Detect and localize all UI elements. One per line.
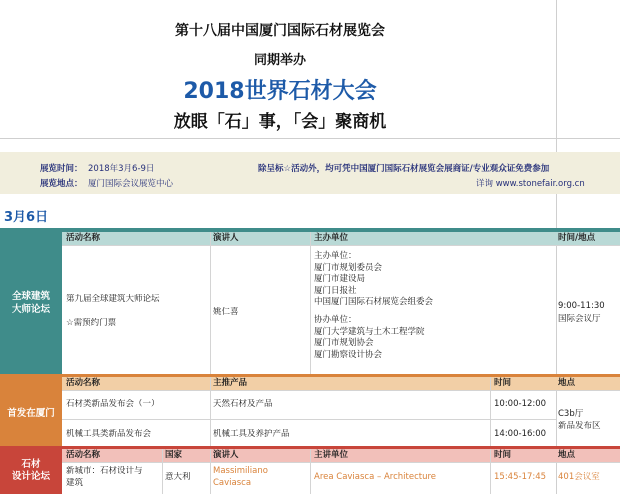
exhibition-place-label: 展览地点：	[40, 179, 83, 189]
section-launch-header-row	[62, 377, 620, 390]
organizer-list	[314, 251, 433, 361]
date-heading: 3月6日	[4, 210, 49, 225]
session-time: 9:00-11:30	[558, 301, 605, 311]
organizer-line: 厦门市建设局	[314, 274, 366, 285]
speaker-name: 姚仁喜	[213, 307, 239, 317]
design-row-org: Area Caviasca – Architecture	[314, 472, 437, 482]
exhibition-time-label: 展览时间：	[40, 164, 83, 174]
organizer-line: 主办单位：	[314, 251, 357, 261]
grid-line	[62, 419, 556, 420]
design-row-time: 15:45-17:45	[494, 472, 547, 482]
organizer-line: 厦门勘察设计协会	[314, 349, 383, 360]
col-speaker: 演讲人	[213, 233, 239, 243]
organizer-line: 厦门日报社	[314, 285, 357, 296]
design-row-speaker-line1: Massimiliano	[213, 466, 268, 476]
ticket-note: ☆需预约门票	[66, 318, 117, 328]
section-architecture-title-line1: 全球建筑	[11, 291, 50, 302]
concurrent-label: 同期举办	[253, 53, 306, 68]
section-launch-title: 首发在厦门	[7, 408, 55, 419]
launch-row-1-product: 天然石材及产品	[213, 399, 273, 409]
grid-line	[310, 449, 311, 494]
design-row-venue: 401会议室	[558, 472, 600, 482]
grid-line	[310, 232, 311, 374]
col-design-venue: 地点	[558, 450, 576, 460]
grid-line	[490, 449, 491, 494]
launch-row-1-time: 10:00-12:00	[494, 399, 547, 409]
launch-row-2-time: 14:00-16:00	[494, 429, 547, 439]
col-design-speaker: 演讲人	[213, 450, 239, 460]
grid-line	[210, 377, 211, 446]
exhibition-title: 第十八届中国厦门国际石材展览会	[175, 23, 385, 39]
activity-name: 第九届全球建筑大师论坛	[66, 294, 160, 304]
design-row-name-line1: 新城市：石材设计与	[66, 466, 143, 476]
col-launch-name: 活动名称	[66, 378, 101, 388]
organizer-line: 厦门大学建筑与土木工程学院	[314, 326, 425, 337]
section-architecture-title	[0, 290, 62, 316]
launch-row-2-product: 机械工具及养护产品	[213, 429, 290, 439]
organizer-line: 厦门市规划委员会	[314, 262, 383, 273]
col-activity-name: 活动名称	[66, 233, 101, 243]
slogan: 放眼「石」事，「会」聚商机	[173, 112, 387, 132]
admission-notice: 除呈标☆活动外，均可凭中国厦门国际石材展览会展商证/专业观众证免费参加	[258, 164, 550, 174]
col-design-country: 国家	[165, 450, 183, 460]
col-launch-time: 时间	[494, 378, 512, 388]
launch-venue-line1: C3b厅	[558, 409, 584, 419]
col-launch-venue: 地点	[558, 378, 576, 388]
conference-title: 2018世界石材大会	[183, 79, 377, 104]
organizer-line: 中国厦门国际石材展览会组委会	[314, 297, 434, 308]
launch-row-1-name: 石材类新品发布会（一）	[66, 399, 160, 409]
grid-line	[62, 462, 620, 463]
organizer-line: 协办单位：	[314, 314, 357, 325]
design-row-country: 意大利	[165, 472, 191, 482]
col-design-org: 主讲单位	[314, 450, 349, 460]
section-design-title-line2: 设计论坛	[11, 471, 50, 482]
col-design-name: 活动名称	[66, 450, 101, 460]
grid-line	[162, 449, 163, 494]
exhibition-place-value: 厦门国际会议展览中心	[88, 179, 174, 189]
session-venue: 国际会议厅	[558, 314, 601, 324]
grid-line	[210, 449, 211, 494]
design-row-speaker-line2: Caviasca	[213, 478, 252, 488]
col-launch-product: 主推产品	[213, 378, 248, 388]
exhibition-time-value: 2018年3月6-9日	[88, 164, 155, 174]
design-row-name-line2: 建筑	[66, 478, 84, 488]
section-architecture-title-line2: 大师论坛	[11, 304, 50, 315]
organizer-line: 厦门市规划协会	[314, 338, 374, 349]
col-design-time: 时间	[494, 450, 512, 460]
col-time-venue: 时间/地点	[558, 233, 596, 243]
grid-line	[490, 377, 491, 446]
grid-line	[62, 390, 620, 391]
section-design-title-line1: 石材	[21, 459, 41, 470]
grid-line	[62, 245, 620, 246]
grid-line	[210, 232, 211, 374]
launch-row-2-name: 机械工具类新品发布会	[66, 429, 152, 439]
section-design-title	[0, 459, 62, 483]
launch-venue-line2: 新品发布区	[558, 421, 601, 431]
detail-link[interactable]: 详询 www.stonefair.org.cn	[476, 179, 585, 189]
sheet-row-border	[0, 138, 620, 139]
col-organizer: 主办单位	[314, 233, 349, 243]
